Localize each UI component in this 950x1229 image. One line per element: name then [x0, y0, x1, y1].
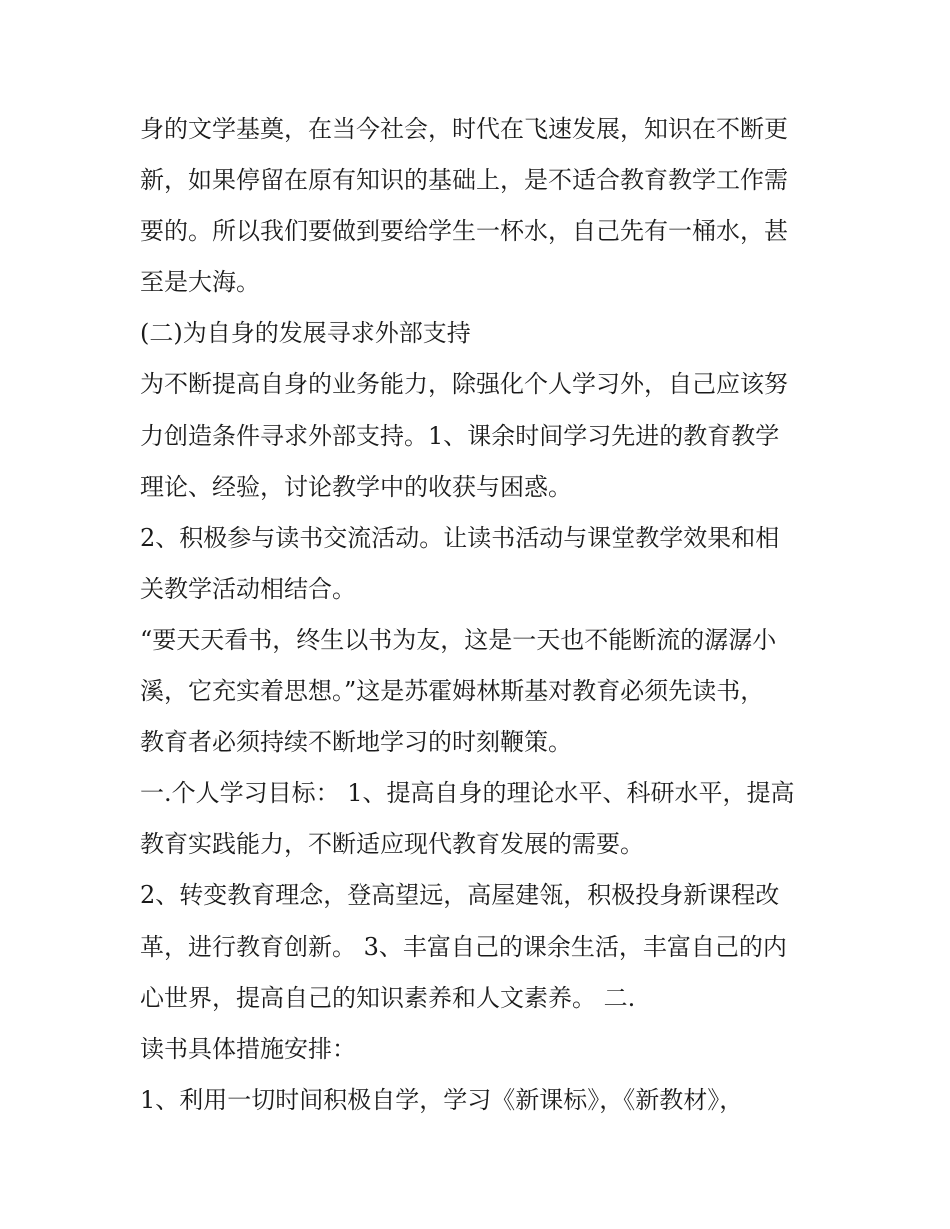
text-line: 2、转变教育理念，登高望远，高屋建瓴，积极投身新课程改	[140, 881, 780, 910]
text-line: 关教学活动相结合。	[140, 574, 356, 603]
text-line: 身的文学基奠，在当今社会，时代在飞速发展，知识在不断更	[140, 115, 788, 143]
text-line: 为不断提高自身的业务能力，除强化个人学习外，自己应该努	[140, 370, 788, 399]
section-heading: 读书具体措施安排：	[140, 1034, 356, 1063]
text-line: 教育实践能力，不断适应现代教育发展的需要。	[140, 830, 644, 859]
text-line: 理论、经验，讨论教学中的收获与困惑。	[140, 472, 572, 501]
quote-line: 溪，它充实着思想。”这是苏霍姆林斯基对教育必须先读书，	[140, 677, 765, 706]
text-line: 要的。所以我们要做到要给学生一杯水，自己先有一桶水，甚	[140, 217, 788, 246]
quote-line: “要天天看书，终生以书为友，这是一天也不能断流的潺潺小	[140, 625, 777, 654]
text-line: 1、利用一切时间积极自学，学习《新课标》，《新教材》，	[140, 1085, 744, 1114]
text-line: 至是大海。	[140, 268, 260, 297]
text-line: 新，如果停留在原有知识的基础上，是不适合教育教学工作需	[140, 166, 788, 195]
text-line: 心世界，提高自己的知识素养和人文素养。 二.	[140, 983, 636, 1012]
text-line: 2、积极参与读书交流活动。让读书活动与课堂教学效果和相	[140, 523, 780, 552]
text-line: 力创造条件寻求外部支持。1、课余时间学习先进的教育教学	[140, 421, 780, 450]
section-heading: (二)为自身的发展寻求外部支持	[140, 319, 471, 348]
text-line: 教育者必须持续不断地学习的时刻鞭策。	[140, 728, 572, 757]
text-line: 革，进行教育创新。 3、丰富自己的课余生活，丰富自己的内	[140, 932, 787, 961]
section-heading: 一.个人学习目标： 1、提高自身的理论水平、科研水平，提高	[140, 779, 795, 808]
document-body	[140, 104, 820, 1126]
